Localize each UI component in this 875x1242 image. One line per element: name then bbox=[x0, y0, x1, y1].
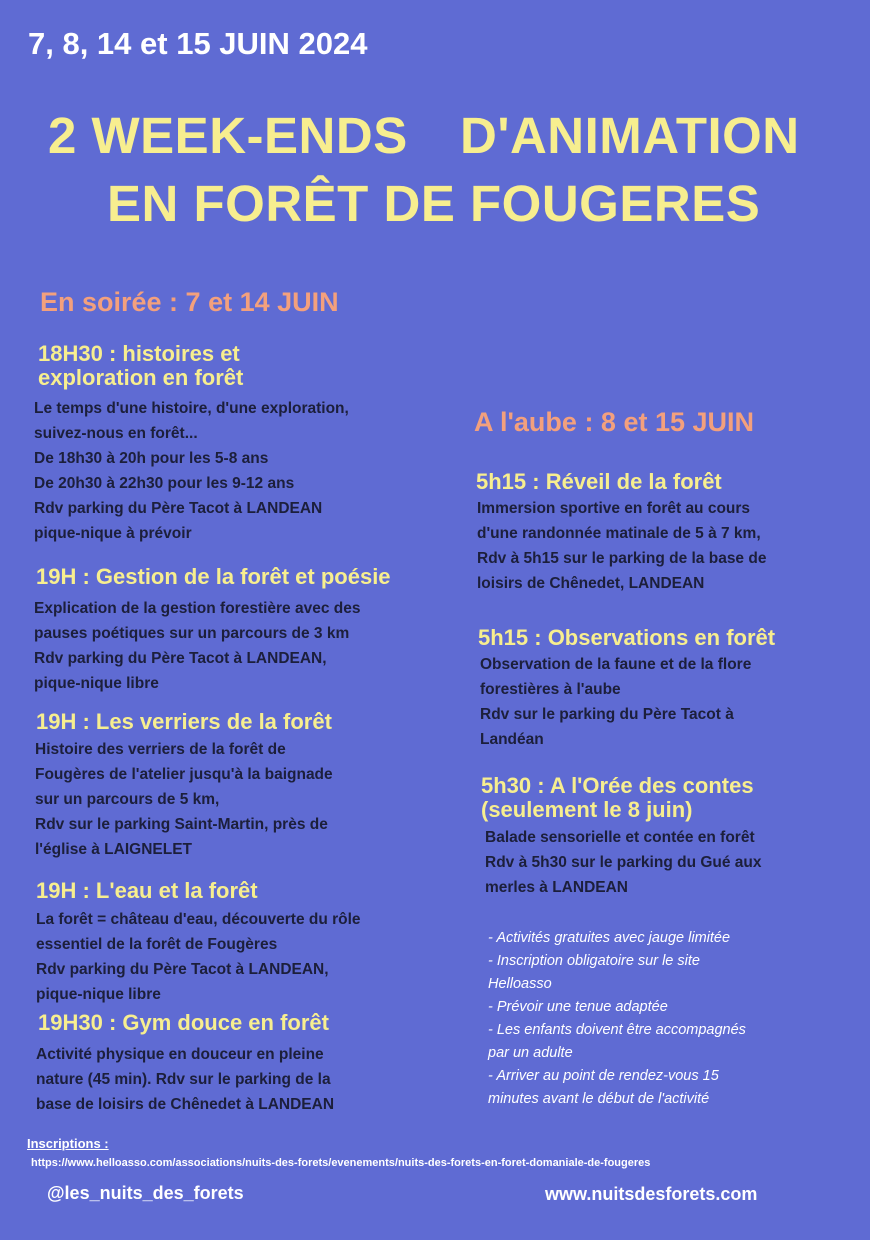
evening-activity-4-details bbox=[36, 907, 361, 1007]
detail-line: Balade sensorielle et contée en forêt bbox=[485, 829, 755, 846]
detail-line: l'église à LAIGNELET bbox=[35, 841, 192, 858]
note-line: minutes avant le début de l'activité bbox=[488, 1091, 710, 1107]
activity-title: 5h15 : Observations en forêt bbox=[478, 625, 776, 650]
website-link[interactable]: www.nuitsdesforets.com bbox=[545, 1184, 758, 1204]
activity-title: (seulement le 8 juin) bbox=[481, 797, 693, 822]
detail-line: Activité physique en douceur en pleine bbox=[36, 1046, 324, 1063]
detail-line: Rdv sur le parking du Père Tacot à bbox=[480, 706, 734, 723]
detail-line: pique-nique libre bbox=[36, 986, 161, 1003]
note-line: Helloasso bbox=[488, 976, 552, 992]
detail-line: Explication de la gestion forestière avec des bbox=[34, 600, 361, 617]
evening-activity-1-details bbox=[34, 396, 349, 546]
detail-line: Rdv parking du Père Tacot à LANDEAN bbox=[34, 500, 323, 517]
detail-line: pique-nique libre bbox=[34, 675, 159, 692]
activity-title: 19H : Gestion de la forêt et poésie bbox=[36, 564, 391, 589]
headline-line1-part1: 2 WEEK-ENDS bbox=[48, 107, 408, 164]
dawn-activity-3 bbox=[481, 774, 754, 822]
evening-activity-1 bbox=[38, 342, 243, 390]
detail-line: La forêt = château d'eau, découverte du rôle bbox=[36, 911, 361, 928]
inscriptions-label: Inscriptions : bbox=[27, 1136, 109, 1151]
detail-line: merles à LANDEAN bbox=[485, 879, 628, 896]
activity-title: 5h15 : Réveil de la forêt bbox=[476, 469, 722, 494]
evening-heading: En soirée : 7 et 14 JUIN bbox=[40, 287, 339, 317]
detail-line: sur un parcours de 5 km, bbox=[35, 791, 220, 808]
detail-line: Immersion sportive en forêt au cours bbox=[477, 500, 751, 517]
detail-line: Fougères de l'atelier jusqu'à la baignade bbox=[35, 766, 333, 783]
detail-line: nature (45 min). Rdv sur le parking de la bbox=[36, 1071, 331, 1088]
headline-line2: EN FORÊT DE FOUGERES bbox=[107, 175, 761, 232]
dawn-activity-1-details bbox=[477, 496, 766, 596]
event-dates: 7, 8, 14 et 15 JUIN 2024 bbox=[28, 26, 368, 61]
detail-line: Histoire des verriers de la forêt de bbox=[35, 741, 286, 758]
note-line: - Inscription obligatoire sur le site bbox=[488, 953, 700, 969]
detail-line: Rdv à 5h15 sur le parking de la base de bbox=[477, 550, 767, 567]
note-line: - Prévoir une tenue adaptée bbox=[488, 999, 668, 1015]
detail-line: De 20h30 à 22h30 pour les 9-12 ans bbox=[34, 475, 295, 492]
note-line: - Activités gratuites avec jauge limitée bbox=[488, 930, 731, 946]
evening-activity-5 bbox=[38, 1011, 329, 1035]
dawn-activity-3-details bbox=[485, 825, 762, 900]
evening-activity-2-details bbox=[34, 596, 360, 696]
detail-line: Landéan bbox=[480, 731, 544, 748]
dawn-activity-1 bbox=[476, 470, 722, 494]
detail-line: De 18h30 à 20h pour les 5-8 ans bbox=[34, 450, 269, 467]
evening-activity-2 bbox=[36, 565, 391, 589]
social-handle: @les_nuits_des_forets bbox=[47, 1183, 244, 1203]
inscriptions-link[interactable]: https://www.helloasso.com/associations/nuits-des-forets/evenements/nuits-des-forets-en-foret-domaniale-de-fougeres bbox=[31, 1157, 651, 1169]
practical-notes bbox=[488, 927, 746, 1111]
detail-line: base de loisirs de Chênedet à LANDEAN bbox=[36, 1096, 335, 1113]
detail-line: loisirs de Chênedet, LANDEAN bbox=[477, 575, 705, 592]
detail-line: Rdv à 5h30 sur le parking du Gué aux bbox=[485, 854, 762, 871]
detail-line: d'une randonnée matinale de 5 à 7 km, bbox=[477, 525, 761, 542]
evening-activity-3 bbox=[36, 710, 332, 734]
detail-line: essentiel de la forêt de Fougères bbox=[36, 936, 278, 953]
note-line: - Arriver au point de rendez-vous 15 bbox=[488, 1068, 719, 1084]
detail-line: Rdv parking du Père Tacot à LANDEAN, bbox=[36, 961, 329, 978]
dawn-activity-2-details bbox=[480, 652, 751, 752]
activity-title: 19H30 : Gym douce en forêt bbox=[38, 1010, 329, 1035]
detail-line: Rdv parking du Père Tacot à LANDEAN, bbox=[34, 650, 327, 667]
note-line: par un adulte bbox=[488, 1045, 573, 1061]
activity-title: 19H : Les verriers de la forêt bbox=[36, 709, 332, 734]
evening-activity-5-details bbox=[36, 1042, 334, 1117]
detail-line: Observation de la faune et de la flore bbox=[480, 656, 752, 673]
detail-line: forestières à l'aube bbox=[480, 681, 621, 698]
detail-line: suivez-nous en forêt... bbox=[34, 425, 198, 442]
detail-line: pique-nique à prévoir bbox=[34, 525, 192, 542]
dawn-heading: A l'aube : 8 et 15 JUIN bbox=[474, 407, 755, 437]
activity-title: exploration en forêt bbox=[38, 365, 244, 390]
activity-title: 19H : L'eau et la forêt bbox=[36, 878, 258, 903]
note-line: - Les enfants doivent être accompagnés bbox=[488, 1022, 746, 1038]
detail-line: Rdv sur le parking Saint-Martin, près de bbox=[35, 816, 328, 833]
evening-activity-3-details bbox=[35, 737, 333, 862]
detail-line: pauses poétiques sur un parcours de 3 km bbox=[34, 625, 350, 642]
detail-line: Le temps d'une histoire, d'une exploration, bbox=[34, 400, 349, 417]
headline-line1-part2: D'ANIMATION bbox=[460, 107, 800, 164]
dawn-activity-2 bbox=[478, 626, 775, 650]
activity-title: 5h30 : A l'Orée des contes bbox=[481, 773, 754, 798]
activity-title: 18H30 : histoires et bbox=[38, 341, 240, 366]
evening-activity-4 bbox=[36, 879, 258, 903]
